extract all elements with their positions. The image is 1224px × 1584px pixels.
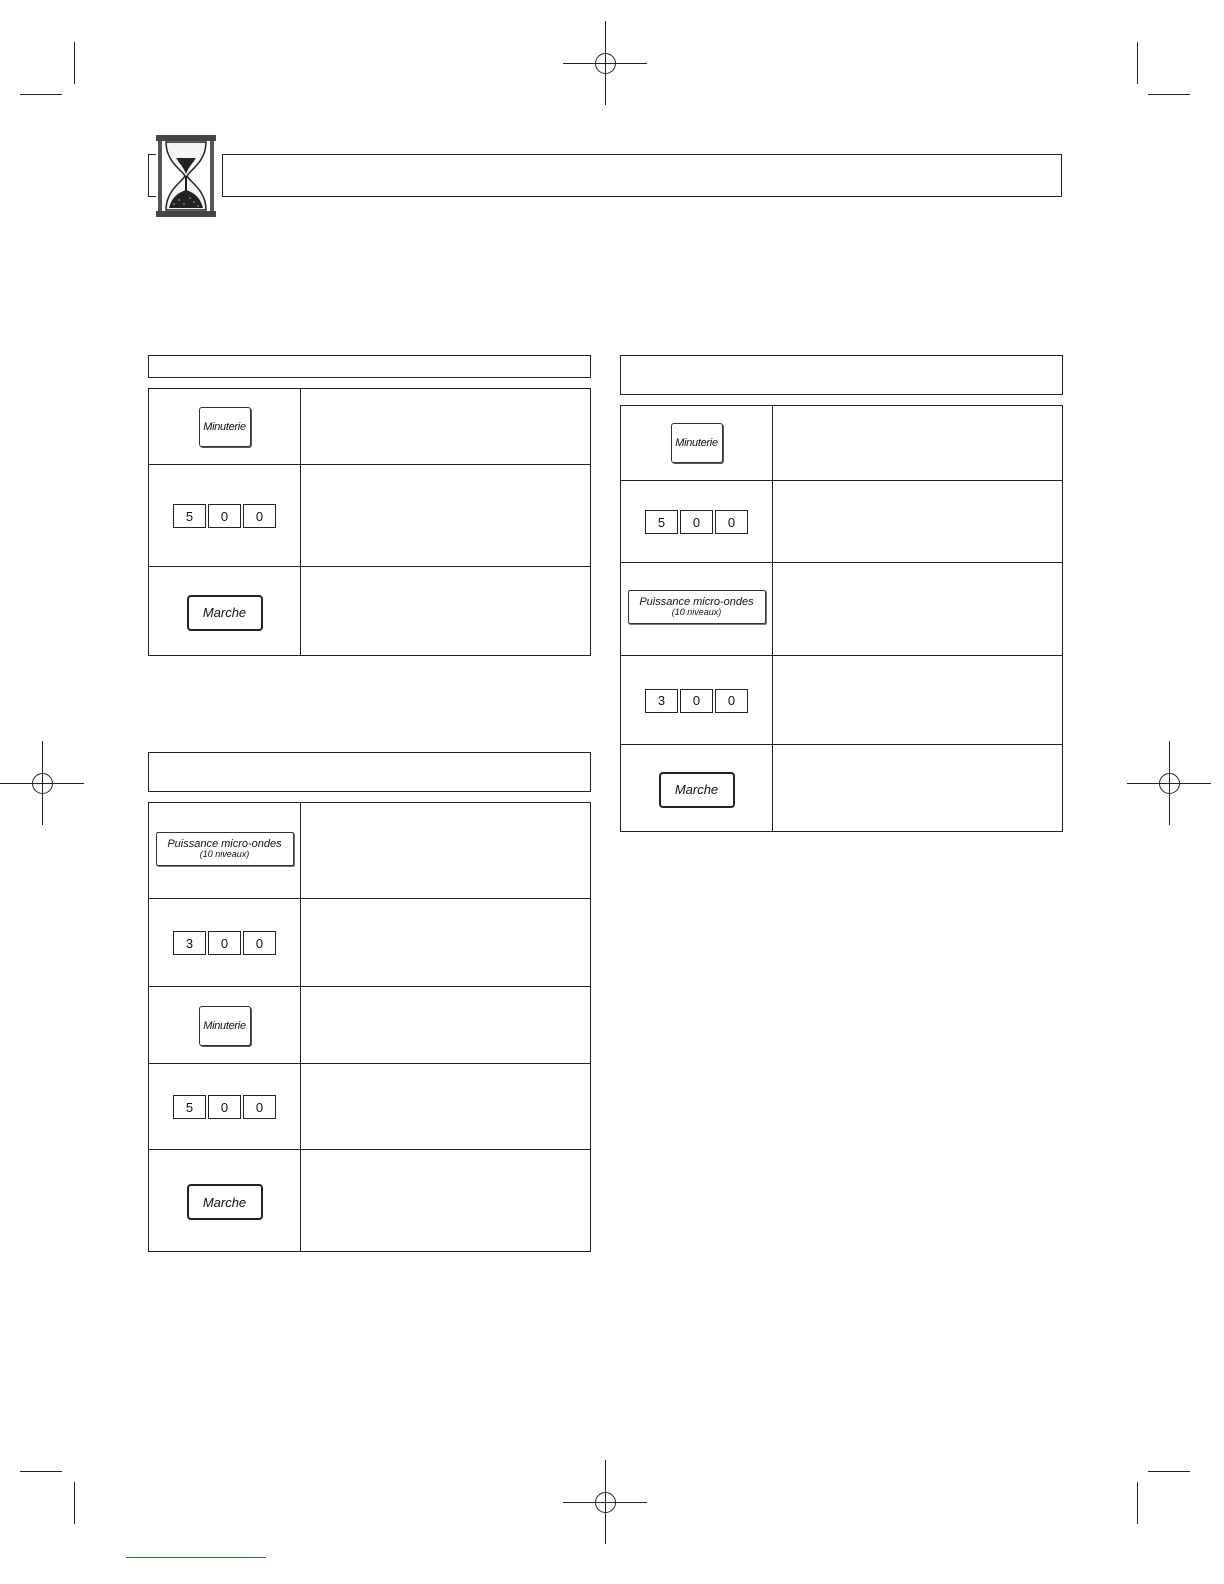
- timer-button[interactable]: [199, 407, 251, 447]
- crop-mark: [74, 42, 75, 84]
- crop-mark: [20, 1471, 62, 1472]
- step-row: [149, 1063, 590, 1150]
- step-row: [149, 464, 590, 567]
- power-level-button[interactable]: [156, 832, 294, 866]
- crop-mark: [74, 1482, 75, 1524]
- start-button-label: Marche: [674, 782, 719, 797]
- number-key[interactable]: 0: [208, 931, 241, 955]
- number-key[interactable]: 3: [173, 931, 206, 955]
- number-key[interactable]: 5: [173, 1095, 206, 1119]
- timer-button-label: Minuterie: [203, 420, 246, 433]
- crop-mark: [1137, 1482, 1138, 1524]
- step-row: [621, 480, 1062, 563]
- number-key[interactable]: 0: [715, 689, 748, 713]
- section-header-left-top: [148, 355, 591, 378]
- number-keys: [173, 1095, 276, 1119]
- start-button[interactable]: [187, 595, 263, 631]
- number-keys: [173, 504, 276, 528]
- timer-button-label: Minuterie: [675, 437, 718, 449]
- step-row: [149, 898, 590, 987]
- number-keys: [645, 510, 748, 534]
- number-key[interactable]: 0: [715, 510, 748, 534]
- step-row: [621, 406, 1062, 480]
- step-row: [621, 562, 1062, 656]
- number-key[interactable]: 0: [680, 689, 713, 713]
- hourglass-icon: [154, 134, 218, 218]
- start-button[interactable]: [659, 772, 735, 808]
- start-button-label: Marche: [202, 1194, 247, 1210]
- step-row: [149, 803, 590, 898]
- page-title-box: [222, 154, 1062, 197]
- number-key[interactable]: 0: [243, 931, 276, 955]
- number-key[interactable]: 5: [173, 504, 206, 528]
- registration-mark-left: [0, 741, 84, 825]
- step-row: [149, 566, 590, 658]
- start-button-label: Marche: [202, 605, 247, 620]
- steps-table-left-bottom: [148, 802, 591, 1252]
- timer-button[interactable]: [199, 1006, 251, 1046]
- number-key[interactable]: 0: [208, 504, 241, 528]
- number-key[interactable]: 5: [645, 510, 678, 534]
- registration-mark-right: [1127, 741, 1211, 825]
- number-key[interactable]: 0: [243, 504, 276, 528]
- step-row: [149, 389, 590, 464]
- timer-button-label: Minuterie: [203, 1019, 246, 1032]
- crop-mark: [20, 94, 62, 95]
- registration-mark-top: [563, 21, 647, 105]
- steps-table-left-top: [148, 388, 591, 656]
- footer-rule: [126, 1557, 266, 1558]
- power-button-label: Puissance micro-ondes: [639, 595, 754, 608]
- step-row: [149, 986, 590, 1064]
- power-level-button[interactable]: [628, 590, 766, 624]
- step-row: [621, 655, 1062, 745]
- power-button-sublabel: (10 niveaux): [671, 607, 722, 618]
- number-keys: [173, 931, 276, 955]
- step-row: [621, 744, 1062, 834]
- crop-mark: [1148, 94, 1190, 95]
- power-button-label: Puissance micro-ondes: [167, 837, 282, 850]
- registration-mark-bottom: [563, 1460, 647, 1544]
- crop-mark: [1148, 1471, 1190, 1472]
- timer-button[interactable]: [671, 423, 723, 463]
- section-header-left-bottom: [148, 752, 591, 792]
- step-row: [149, 1149, 590, 1254]
- number-key[interactable]: 3: [645, 689, 678, 713]
- crop-mark: [1137, 42, 1138, 84]
- power-button-sublabel: (10 niveaux): [199, 849, 250, 860]
- steps-table-right: [620, 405, 1063, 832]
- number-key[interactable]: 0: [208, 1095, 241, 1119]
- start-button[interactable]: [187, 1184, 263, 1220]
- number-keys: [645, 689, 748, 713]
- number-key[interactable]: 0: [680, 510, 713, 534]
- number-key[interactable]: 0: [243, 1095, 276, 1119]
- section-header-right: [620, 355, 1063, 395]
